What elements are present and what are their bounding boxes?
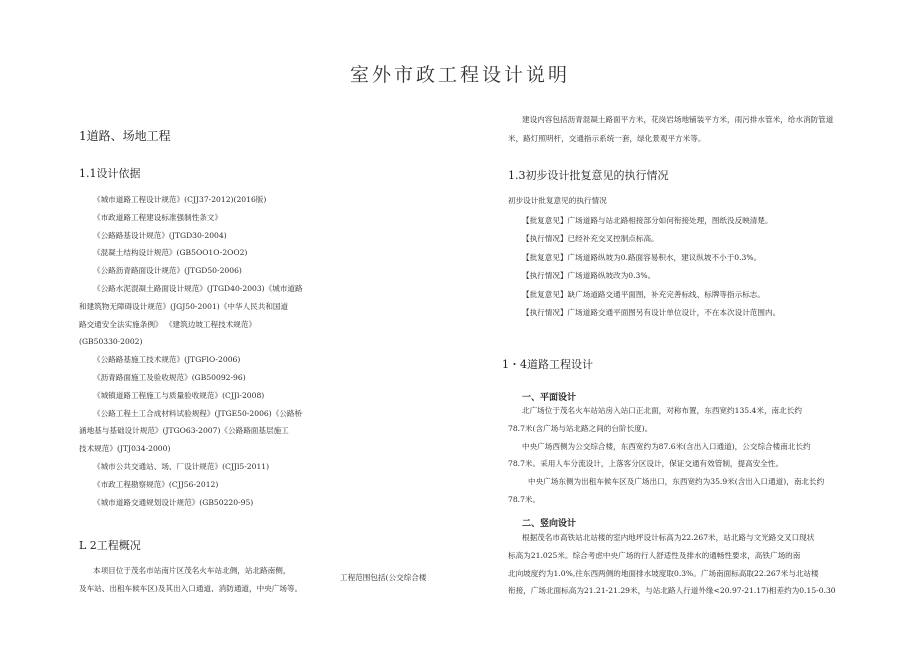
section-1-2-heading: L 2工程概况 — [79, 539, 141, 552]
basis-item: 路交通安全法实施条例》 《建筑边坡工程技术规范》 — [79, 319, 257, 329]
overview-line-2: 及车站、出租车候车区)及其出入口通道、消防通道，中央广场等。 — [79, 584, 303, 593]
overview-scope: 工程范围包括(公交综合楼 — [340, 573, 427, 582]
approval-list — [522, 212, 780, 322]
basis-item: 《市政道路工程建设标准强制性条文》 — [93, 212, 223, 222]
basis-item: 《城市道路交通规划设计规范》(GB50220-95) — [93, 497, 254, 507]
section-1-3-subtitle: 初步设计批复意见的执行情况 — [508, 196, 607, 205]
basis-item: 《公路路基设计规范》(JTGD30-2004) — [93, 230, 227, 240]
paragraph-line: 标高为21.025米。综合考虑中央广场的行人舒适性及排水的通畅性要求，高铁广场的南 — [508, 550, 801, 560]
basis-item: 《城镇道路工程施工与质量验收规范》(CJJl-2008) — [93, 390, 265, 400]
section-1-1-heading: 1.1设计依据 — [79, 167, 141, 180]
paragraph-line: 根据茂名市高铁站北站楼的室内地坪设计标高为22.267米，站北路与文光路交叉口现状 — [522, 533, 815, 542]
paragraph-line: 78.7米(含广场与站北路之间的台阶长度)。 — [508, 423, 653, 433]
paragraph-line: 衔接，广场北面标高为21.21-21.29米，与站北路人行道外缘<20.97-21.17)相差约为0.15-0.30 — [508, 586, 836, 596]
approval-item: 【批复意见】广场道路与站北路相接部分如何衔接处理，图纸没反映清楚。 — [522, 216, 773, 225]
plan-design-text — [508, 402, 824, 509]
overview-line-1: 本项目位于茂名市站南片区茂名火车站北侧，站北路南侧， — [93, 566, 291, 575]
paragraph-line: 78.7米。 — [508, 494, 541, 504]
basis-item: 技术规范》(JTJ034-2000) — [79, 444, 171, 454]
basis-item: 《公路路基施工技术规范》(JTGFlO-2006) — [93, 355, 241, 365]
vertical-design-heading: 二、竖向设计 — [522, 519, 577, 529]
design-basis-list — [79, 191, 303, 511]
approval-item: 【执行情况】已经补充交叉控制点标高。 — [522, 234, 659, 244]
paragraph-line: 78.7米。采用人车分流设计，上落客分区设计，保证交通有效管制，提高安全性。 — [508, 459, 784, 469]
page-title: 室外市政工程设计说明 — [349, 64, 570, 86]
paragraph-line: 中央广场东侧为出租车候车区及广场出口，东西宽约为35.9米(含出入口通道)，南北长约 — [528, 477, 825, 487]
basis-item: 《公路沥青路面设计规范》(JTGD50-2006) — [93, 266, 242, 276]
basis-item: 和建筑物无障碍设计规范》(JGJ50-2001)《中华人民共和国道 — [79, 301, 289, 311]
paragraph-line: 中央广场西侧为公交综合楼，东西宽约为87.6米(含出入口通道)，公交综合楼南北长约 — [522, 441, 811, 451]
basis-item: (GB50330·2002) — [79, 337, 143, 347]
basis-item: 《城市公共交通站、场、厂设计规范》(CJJl5-2011) — [93, 461, 270, 471]
approval-item: 【批复意见】广场道路纵坡为0.路面容易积水，建议纵坡不小于0.3%。 — [522, 252, 762, 262]
approval-item: 【批复意见】缺广场道路交通平面图，补充完善标线、标牌等指示标志。 — [522, 289, 765, 299]
approval-item: 【执行情况】广场道路交通平面图另有设计单位设计，不在本次设计范围内。 — [522, 307, 781, 317]
approval-item: 【执行情况】广场道路纵坡改为0.3%。 — [522, 271, 656, 281]
basis-item: 《公路工程土工合成材料试验规程》(JTGE50-2006)《公路桥 — [93, 408, 303, 418]
basis-item: 《混凝土结构设计规范》(GB5OO1O-2OO2) — [93, 248, 248, 258]
scope-line-1: 建设内容包括沥青混凝土路面平方米，花岗岩场地铺装平方米，雨污排水管米，给水消防管道 — [522, 115, 834, 124]
plan-design-heading: 一、平面设计 — [522, 393, 577, 403]
vertical-design-text — [508, 529, 836, 600]
paragraph-line: 北向坡度约为1.0%,往东西两侧的地面排水坡度取0.3%。广场南面标高取22.267米与北站楼 — [508, 568, 819, 578]
paragraph-line: 北广场位于茂名火车站站房入站口正北面，对称布置，东西宽约135.4米，南北长约 — [522, 406, 802, 415]
basis-item: 涵地基与基础设计规范》(JTGO63-2007)《公路路面基层施工 — [79, 426, 289, 436]
basis-item: 《公路水泥混凝土路面设计规范》(JTGD40-2003)《城市道路 — [93, 283, 303, 293]
section-1-3-heading: 1.3初步设计批复意见的执行情况 — [508, 169, 669, 182]
scope-line-2: 米，路灯照明杆，交通指示系统一套，绿化景观平方米等。 — [508, 134, 706, 143]
basis-item: 《市政工程勘察规范》(CJJ56-2012) — [93, 479, 219, 489]
basis-item: 《沥青路面施工及验收规范》(GB50092-96) — [93, 372, 246, 382]
section-1-heading: 1道路、场地工程 — [79, 129, 171, 143]
section-1-4-heading: 1・4道路工程设计 — [502, 358, 593, 371]
basis-item: 《城市道路工程设计规范》(CJJ37-2012)(2016版) — [93, 195, 267, 204]
